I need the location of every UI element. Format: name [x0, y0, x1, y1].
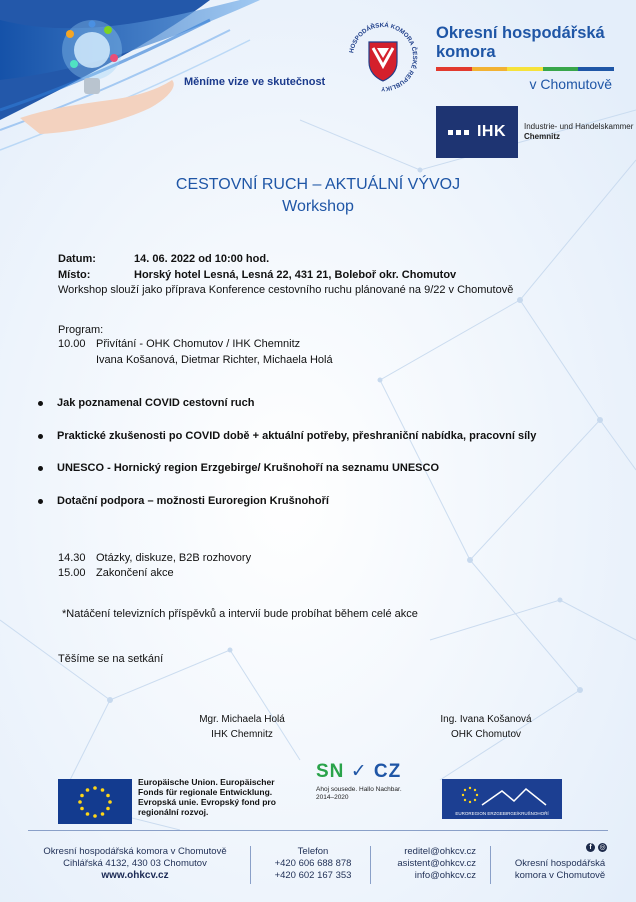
filming-note: *Natáčení televizních příspěvků a intervií bude probíhat během celé akce: [62, 608, 418, 620]
program-time-2: 14.30: [58, 552, 86, 564]
footer-divider: [28, 830, 608, 831]
chamber-seal-logo: [344, 18, 422, 96]
signature-holá: Mgr. Michaela Holá IHK Chemnitz: [199, 714, 285, 740]
ihk-logo: [436, 106, 633, 158]
signature-košanová: Ing. Ivana Košanová OHK Chomutov: [440, 714, 532, 740]
social-icons: [586, 843, 607, 852]
program-item-1: Přivítání - OHK Chomutov / IHK Chemnitz: [96, 338, 301, 350]
phone-link[interactable]: +420 606 688 878: [274, 858, 352, 869]
ohk-logo-line2: komora: [436, 43, 496, 61]
footer-separator: [250, 846, 251, 884]
footer-phones: Telefon +420 606 688 878 +420 602 167 353: [258, 846, 368, 882]
program-label: Program:: [58, 324, 104, 336]
ohk-logo-line3: v Chomutově: [529, 76, 612, 92]
ihk-subtitle: Industrie- und Handelskammer Chemnitz: [524, 122, 634, 141]
list-item: Praktické zkušenosti po COVID době + aktuální potřeby, přeshraniční nabídka, pracovní síly: [38, 430, 536, 442]
email-link[interactable]: asistent@ohkcv.cz: [397, 858, 476, 869]
ihk-mark: IHK: [436, 106, 518, 158]
sncz-logo: [316, 760, 410, 802]
email-link[interactable]: info@ohkcv.cz: [414, 870, 476, 881]
workshop-note: Workshop slouží jako příprava Konference cestovního ruchu plánované na 9/22 v Chomutově: [58, 284, 514, 296]
program-item-2: Otázky, diskuze, B2B rozhovory: [96, 552, 252, 564]
euroregion-logo: EUROREGION ERZGEBIRGE/KRUŠNOHOŘÍ: [442, 779, 562, 819]
date-label: Datum:: [58, 253, 96, 265]
page-subtitle: Workshop: [282, 198, 354, 215]
place-value: Horský hotel Lesná, Lesná 22, 431 21, Boleboř okr. Chomutov: [134, 269, 457, 281]
footer-web-link[interactable]: www.ohkcv.cz: [101, 870, 169, 881]
sncz-subtitle: Ahoj sousede. Hallo Nachbar. 2014–2020: [316, 786, 402, 801]
closing-text: Těšíme se na setkání: [58, 653, 164, 665]
footer-org-name: Okresní hospodářská komora v Chomutově: [514, 858, 606, 881]
list-item: Jak poznamenal COVID cestovní ruch: [38, 397, 254, 409]
facebook-icon[interactable]: f: [586, 843, 595, 852]
program-time-1: 10.00: [58, 338, 86, 350]
email-link[interactable]: reditel@ohkcv.cz: [404, 846, 476, 857]
list-item: Dotační podpora – možnosti Euroregion Krušnohoří: [38, 495, 329, 507]
sncz-mark: SN ✓ CZ: [316, 761, 402, 782]
eu-flag-icon: [58, 779, 132, 824]
ohk-color-stripe: [436, 67, 614, 71]
instagram-icon[interactable]: ◎: [599, 844, 606, 851]
eu-fund-text: Europäische Union. Europäischer Fonds für regionale Entwicklung. Evropská unie. Evropský fond pro regionální rozvoj.: [138, 777, 276, 817]
footer-separator: [490, 846, 491, 884]
ohk-logo-line1: Okresní hospodářská: [436, 24, 605, 42]
program-time-3: 15.00: [58, 567, 86, 579]
ohk-logo: [436, 24, 626, 92]
list-item: UNESCO - Hornický region Erzgebirge/ Krušnohoří na seznamu UNESCO: [38, 462, 439, 474]
program-people: Ivana Košanová, Dietmar Richter, Michaela Holá: [96, 354, 333, 366]
page-title: CESTOVNÍ RUCH – AKTUÁLNÍ VÝVOJ: [175, 176, 461, 193]
footer-separator: [370, 846, 371, 884]
place-label: Místo:: [58, 269, 91, 281]
phone-link[interactable]: +420 602 167 353: [274, 870, 352, 881]
footer-address: Okresní hospodářská komora v Chomutově Cihlářská 4132, 430 03 Chomutov www.ohkcv.cz: [30, 846, 240, 882]
tagline: Měníme vize ve skutečnost: [184, 76, 326, 88]
program-item-3: Zakončení akce: [96, 567, 174, 579]
footer-emails: [384, 846, 476, 882]
date-value: 14. 06. 2022 od 10:00 hod.: [134, 253, 270, 265]
svg-text:HOSPODÁŘSKÁ KOMORA ČESKÉ REPUB: HOSPODÁŘSKÁ KOMORA ČESKÉ REPUBLIKY: [348, 21, 419, 93]
